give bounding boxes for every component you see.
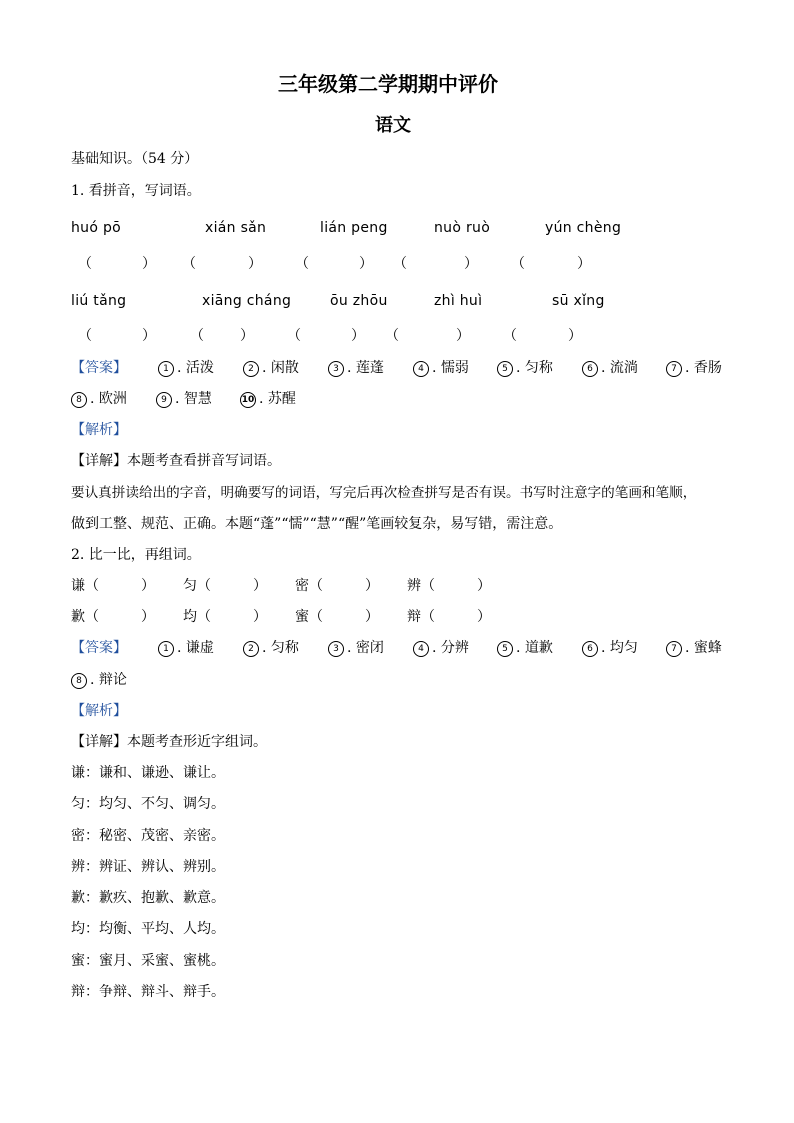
question-1-stem: 1. 看拼音，写词语。: [71, 183, 201, 199]
char-blank[interactable]: 匀（ ）: [183, 578, 267, 594]
answer-text: . 匀称: [262, 640, 299, 656]
answer-text: . 谦虚: [177, 640, 214, 656]
pinyin-9: zhì huì: [434, 293, 483, 309]
circled-number: 5: [497, 361, 513, 377]
circled-number: 8: [71, 392, 87, 408]
circled-number: 4: [413, 641, 429, 657]
answer-text: . 闲散: [262, 360, 299, 376]
word-group: 匀：均匀、不匀、调匀。: [71, 796, 225, 812]
analysis-tag: 【解析】: [71, 422, 127, 438]
answer-blank-end: ）: [142, 256, 156, 272]
answer-item: [243, 359, 299, 377]
char-blank[interactable]: 辩（ ）: [407, 609, 491, 625]
answer-blank-end: ）: [142, 328, 156, 344]
word-group: 辨：辨证、辨认、辨别。: [71, 859, 225, 875]
answer-tag: 【答案】: [71, 640, 127, 656]
circled-number: 9: [156, 392, 172, 408]
pinyin-2: xián sǎn: [205, 220, 267, 236]
answer-text: . 匀称: [516, 360, 553, 376]
circled-number: 3: [328, 361, 344, 377]
char-blank[interactable]: 蜜（ ）: [295, 609, 379, 625]
answer-item: [497, 359, 553, 377]
circled-number: 6: [582, 641, 598, 657]
circled-number: 3: [328, 641, 344, 657]
answer-text: . 蜜蜂: [685, 640, 722, 656]
answer-text: . 莲蓬: [347, 360, 384, 376]
circled-number: 1: [158, 361, 174, 377]
answer-item: [328, 359, 384, 377]
answer-item: [71, 671, 127, 689]
detail-text: 做到工整、规范、正确。本题“蓬”“懦”“慧”“醒”笔画较复杂，易写错，需注意。: [71, 516, 563, 532]
answer-blank-end: ）: [577, 256, 591, 272]
subject-title: 语文: [375, 115, 411, 136]
answer-blank[interactable]: （: [182, 256, 196, 272]
answer-text: . 辩论: [90, 672, 127, 688]
answer-item: [582, 359, 638, 377]
question-2-stem: 2. 比一比，再组词。: [71, 547, 201, 563]
answer-item: [582, 639, 638, 657]
answer-blank[interactable]: （: [393, 256, 407, 272]
pinyin-7: xiāng cháng: [202, 293, 292, 309]
answer-blank-end: ）: [456, 328, 470, 344]
answer-blank[interactable]: （: [78, 256, 92, 272]
answer-blank[interactable]: （: [295, 256, 309, 272]
answer-blank-end: ）: [351, 328, 365, 344]
word-group: 均：均衡、平均、人均。: [71, 921, 225, 937]
answer-item: [156, 390, 212, 408]
answer-blank[interactable]: （: [385, 328, 399, 344]
pinyin-10: sū xǐng: [552, 293, 605, 309]
answer-text: . 欧洲: [90, 391, 127, 407]
circled-number: 8: [71, 673, 87, 689]
word-group: 辩：争辩、辩斗、辩手。: [71, 984, 225, 1000]
answer-blank-end: ）: [240, 328, 254, 344]
circled-number: 2: [243, 641, 259, 657]
answer-text: . 香肠: [685, 360, 722, 376]
pinyin-3: lián peng: [320, 220, 388, 236]
answer-text: . 密闭: [347, 640, 384, 656]
circled-number: 5: [497, 641, 513, 657]
answer-blank[interactable]: （: [190, 328, 204, 344]
answer-blank-end: ）: [464, 256, 478, 272]
answer-text: . 道歉: [516, 640, 553, 656]
answer-blank-end: ）: [359, 256, 373, 272]
pinyin-5: yún chèng: [545, 220, 622, 236]
word-group: 歉：歉疚、抱歉、歉意。: [71, 890, 225, 906]
answer-item: [243, 639, 299, 657]
circled-number: 7: [666, 641, 682, 657]
word-group: 谦：谦和、谦逊、谦让。: [71, 765, 225, 781]
char-blank[interactable]: 均（ ）: [183, 609, 267, 625]
circled-number: 4: [413, 361, 429, 377]
answer-blank[interactable]: （: [503, 328, 517, 344]
answer-text: . 懦弱: [432, 360, 469, 376]
circled-number: 6: [582, 361, 598, 377]
answer-item: [413, 359, 469, 377]
char-blank[interactable]: 辨（ ）: [407, 578, 491, 594]
answer-tag: 【答案】: [71, 360, 127, 376]
detail-text: 【详解】本题考查看拼音写词语。: [71, 453, 281, 469]
answer-blank-end: ）: [248, 256, 262, 272]
page-title: 三年级第二学期期中评价: [278, 72, 498, 96]
answer-item: [158, 359, 214, 377]
circled-number: 10: [240, 392, 256, 408]
section-heading: 基础知识。（54 分）: [71, 151, 199, 167]
circled-number: 7: [666, 361, 682, 377]
answer-item: [413, 639, 469, 657]
char-blank[interactable]: 密（ ）: [295, 578, 379, 594]
answer-text: . 活泼: [177, 360, 214, 376]
char-blank[interactable]: 歉（ ）: [71, 609, 155, 625]
answer-text: . 智慧: [175, 391, 212, 407]
answer-item: [497, 639, 553, 657]
answer-blank[interactable]: （: [78, 328, 92, 344]
answer-blank[interactable]: （: [511, 256, 525, 272]
char-blank[interactable]: 谦（ ）: [71, 578, 155, 594]
answer-text: . 流淌: [601, 360, 638, 376]
answer-text: . 分辨: [432, 640, 469, 656]
circled-number: 1: [158, 641, 174, 657]
answer-text: . 苏醒: [259, 391, 296, 407]
answer-item: [328, 639, 384, 657]
word-group: 密：秘密、茂密、亲密。: [71, 828, 225, 844]
detail-text: 要认真拼读给出的字音，明确要写的词语，写完后再次检查拼写是否有误。书写时注意字的笔画和笔顺，: [71, 485, 697, 501]
circled-number: 2: [243, 361, 259, 377]
word-group: 蜜：蜜月、采蜜、蜜桃。: [71, 953, 225, 969]
pinyin-1: huó pō: [71, 220, 122, 236]
answer-blank-end: ）: [568, 328, 582, 344]
analysis-tag: 【解析】: [71, 703, 127, 719]
answer-blank[interactable]: （: [287, 328, 301, 344]
detail-text: 【详解】本题考查形近字组词。: [71, 734, 267, 750]
answer-item: [158, 639, 214, 657]
answer-item: [666, 359, 722, 377]
pinyin-6: liú tǎng: [71, 293, 127, 309]
pinyin-4: nuò ruò: [434, 220, 491, 236]
answer-text: . 均匀: [601, 640, 638, 656]
answer-item: [666, 639, 722, 657]
answer-item: [240, 390, 296, 408]
pinyin-8: ōu zhōu: [330, 293, 388, 309]
answer-item: [71, 390, 127, 408]
